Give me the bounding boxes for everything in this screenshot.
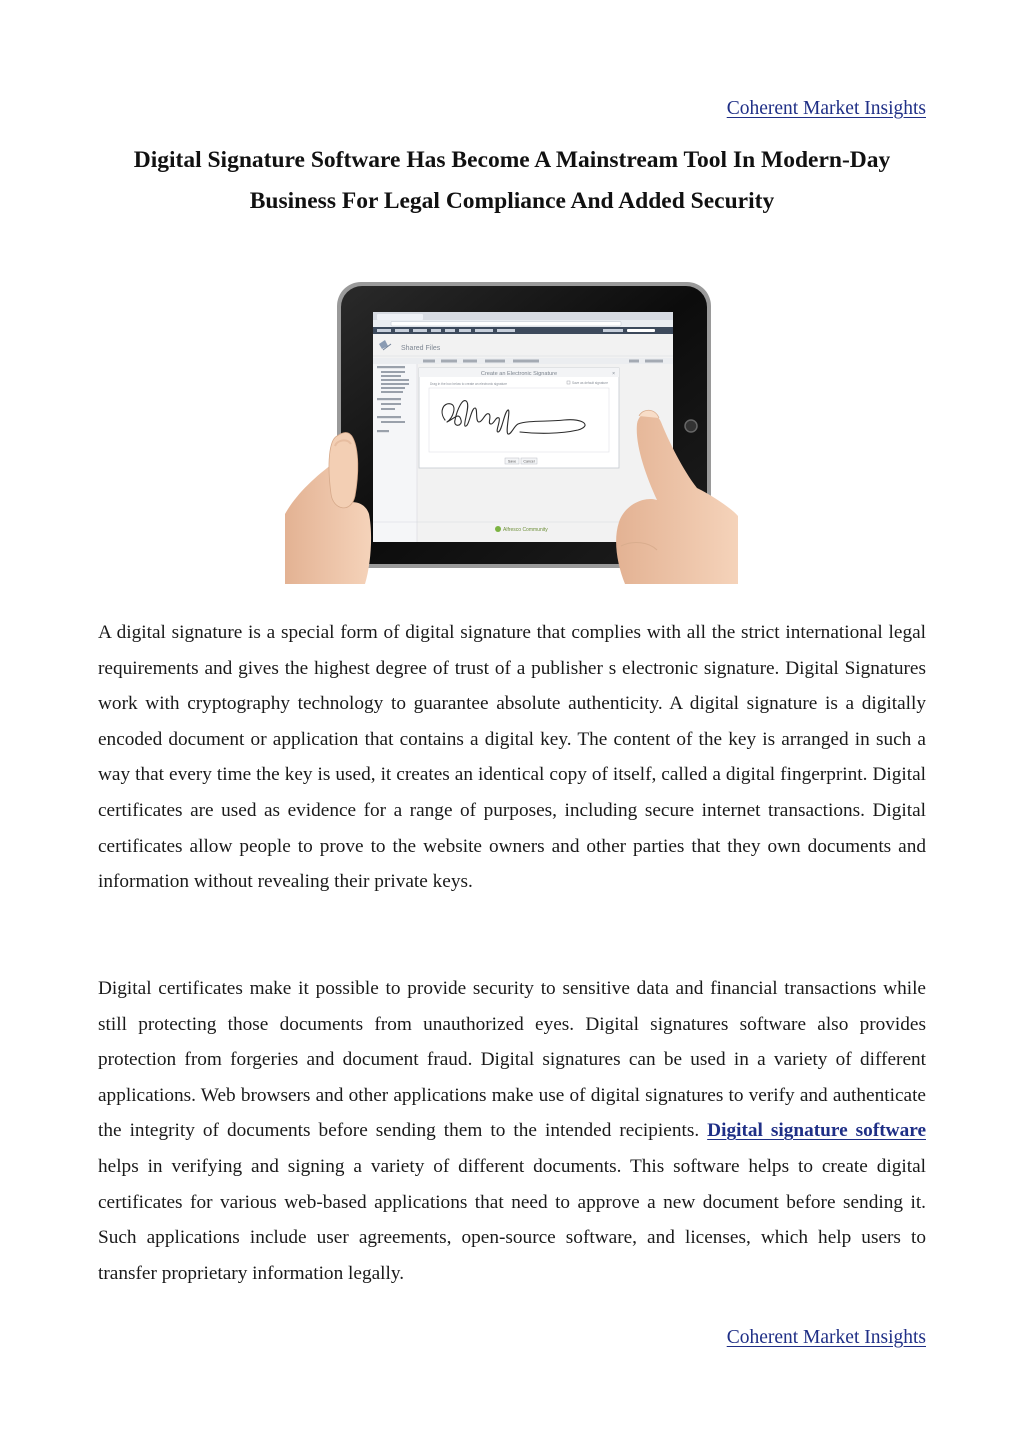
hero-image-tablet-signature bbox=[285, 264, 738, 584]
page-title bbox=[98, 140, 926, 222]
dialog-title: Create an Electronic Signature bbox=[480, 371, 558, 377]
svg-text:Cancel: Cancel bbox=[523, 459, 535, 464]
paragraph-2 bbox=[98, 971, 926, 1291]
screen-heading: Shared Files bbox=[401, 345, 441, 352]
paragraph-2-text-after: helps in verifying and signing a variety of different documents. This software helps to create digital certificates for various web-based applications that need to approve a new document before sending it. Such applications include user agreements, open-source software, and licenses, which help users to transfer proprietary information legally. bbox=[98, 1155, 926, 1284]
dialog-hint: Drag in the box below to create an electronic signature bbox=[430, 382, 508, 386]
alfresco-logo-icon bbox=[495, 526, 501, 532]
tablet-illustration bbox=[285, 264, 738, 584]
digital-signature-software-link[interactable]: Digital signature software bbox=[707, 1120, 926, 1142]
paragraph-1: A digital signature is a special form of digital signature that complies with all the strict international legal requirements and gives the highest degree of trust of a publisher s electronic signature. Digital Signatures work with cryptography technology to guarantee absolute authenticity. A digital signature is a digitally encoded document or application that contains a digital key. The content of the key is arranged in such a way that every time the key is used, it creates an identical copy of itself, called a digital fingerprint. Digital certificates are used as evidence for a range of purposes, including secure internet transactions. Digital certificates allow people to prove to the website owners and other parties that they own documents and information without revealing their private keys. bbox=[98, 622, 926, 893]
signature-pad bbox=[429, 388, 609, 452]
screen-footer-brand: Alfresco Community bbox=[503, 527, 548, 533]
footer-coherent-link[interactable]: Coherent Market Insights bbox=[726, 1327, 926, 1348]
title-line-1: Digital Signature Software Has Become A Mainstream Tool In Modern-Day bbox=[133, 147, 891, 173]
home-button-icon bbox=[685, 420, 697, 432]
dialog-checkbox-label: Save as default signature bbox=[572, 381, 608, 385]
dialog-close-icon: × bbox=[612, 371, 615, 377]
header-coherent-link[interactable]: Coherent Market Insights bbox=[726, 98, 926, 119]
title-line-2: Business For Legal Compliance And Added Security bbox=[249, 188, 775, 214]
paragraph-2-text-before: Digital certificates make it possible to provide security to sensitive data and financial transactions while still protecting those documents from unauthorized eyes. Digital signatures software also provides protection from forgeries and document fraud. Digital signatures can be used in a variety of different applications. Web browsers and other applications make use of digital signatures to verify and authenticate the integrity of documents before sending them to the intended recipients. bbox=[98, 978, 926, 1142]
svg-text:Save: Save bbox=[507, 459, 517, 464]
